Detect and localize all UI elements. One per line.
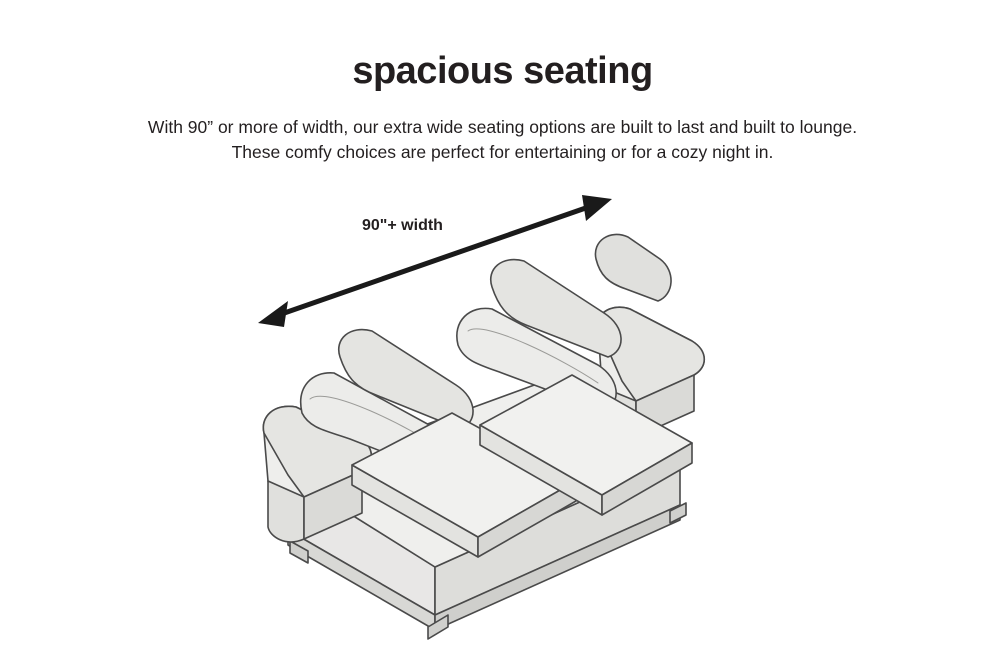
sofa-illustration bbox=[230, 175, 790, 650]
dimension-label: 90"+ width bbox=[362, 217, 443, 234]
description-text bbox=[0, 115, 1005, 166]
page-title: spacious seating bbox=[352, 50, 653, 92]
throw-pillow-far bbox=[595, 234, 671, 301]
description-line-1: With 90” or more of width, our extra wide seating options are built to last and built to lounge. bbox=[147, 117, 858, 137]
description-line-2: These comfy choices are perfect for entertaining or for a cozy night in. bbox=[231, 142, 774, 163]
